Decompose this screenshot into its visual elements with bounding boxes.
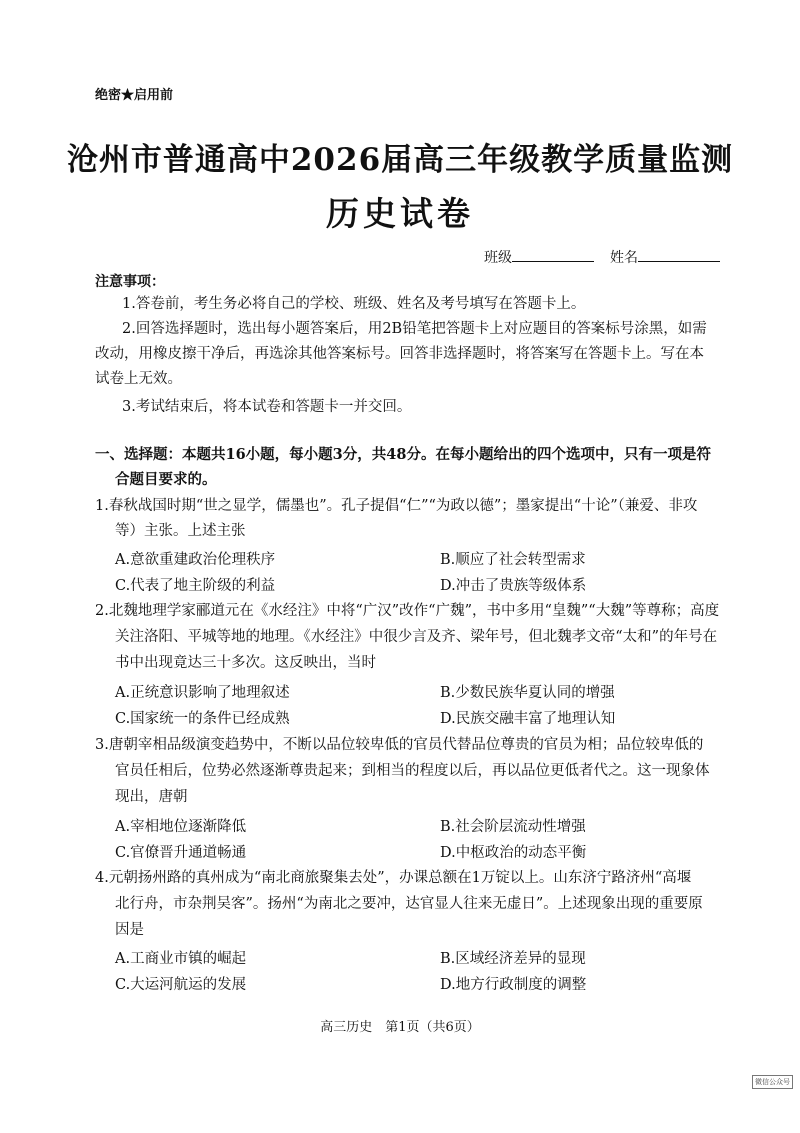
notice-item: 改动，用橡皮擦干净后，再选涂其他答案标号。回答非选择题时，将答案写在答题卡上。写在本 — [95, 346, 704, 362]
option-a: A.工商业市镇的崛起 — [115, 951, 247, 967]
question-text: 书中出现竟达三十多次。这反映出，当时 — [115, 655, 376, 671]
option-d: D.中枢政治的动态平衡 — [440, 845, 587, 861]
question-text: 官员任相后，位势必然逐渐尊贵起来；到相当的程度以后，再以品位更低者代之。这一现象体 — [115, 763, 710, 779]
option-c: C.代表了地主阶级的利益 — [115, 578, 276, 594]
question-text: 北行舟，市杂荆吴客”。扬州“为南北之要冲，达官显人往来无虚日”。上述现象出现的重要原 — [115, 896, 703, 912]
class-field[interactable] — [484, 247, 594, 267]
section-heading: 一、选择题：本题共16小题，每小题3分，共48分。在每小题给出的四个选项中，只有一项是符 — [95, 446, 711, 463]
page-footer: 高三历史 第1页（共6页） — [320, 1020, 480, 1035]
option-c: C.大运河航运的发展 — [115, 977, 247, 993]
notice-item: 3.考试结束后，将本试卷和答题卡一并交回。 — [122, 399, 412, 415]
option-b: B.社会阶层流动性增强 — [440, 819, 586, 835]
exam-subtitle: 历史试卷 — [326, 194, 474, 233]
name-field[interactable] — [610, 247, 720, 267]
option-d: D.民族交融丰富了地理认知 — [440, 711, 616, 727]
notice-item: 1.答卷前，考生务必将自己的学校、班级、姓名及考号填写在答题卡上。 — [122, 296, 586, 312]
option-a: A.意欲重建政治伦理秩序 — [115, 552, 276, 568]
option-b: B.顺应了社会转型需求 — [440, 552, 586, 568]
question-text: 关注洛阳、平城等地的地理。《水经注》中很少言及齐、梁年号，但北魏孝文帝“太和”的年号在 — [115, 629, 718, 645]
question-text: 3.唐朝宰相品级演变趋势中，不断以品位较卑低的官员代替品位尊贵的官员为相；品位较卑低的 — [95, 737, 704, 753]
question-text: 现出，唐朝 — [115, 789, 188, 805]
option-a: A.正统意识影响了地理叙述 — [115, 685, 290, 701]
option-b: B.区域经济差异的显现 — [440, 951, 586, 967]
exam-title: 沧州市普通高中2026届高三年级教学质量监测 — [66, 142, 734, 178]
notice-item: 试卷上无效。 — [95, 371, 182, 387]
class-label: 班级 — [484, 250, 512, 266]
option-b: B.少数民族华夏认同的增强 — [440, 685, 615, 701]
option-c: C.官僚晋升通道畅通 — [115, 845, 247, 861]
notice-item: 2.回答选择题时，选出每小题答案后，用2B铅笔把答题卡上对应题目的答案标号涂黑，如需 — [122, 321, 707, 337]
option-d: D.地方行政制度的调整 — [440, 977, 587, 993]
class-blank[interactable] — [512, 247, 594, 262]
option-d: D.冲击了贵族等级体系 — [440, 578, 587, 594]
option-a: A.宰相地位逐渐降低 — [115, 819, 247, 835]
notice-heading: 注意事项： — [95, 274, 165, 290]
secret-mark: 绝密★启用前 — [95, 88, 174, 103]
question-text: 因是 — [115, 922, 144, 938]
name-blank[interactable] — [638, 247, 720, 262]
option-c: C.国家统一的条件已经成熟 — [115, 711, 290, 727]
question-text: 等）主张。上述主张 — [115, 523, 246, 539]
name-label: 姓名 — [610, 250, 638, 266]
watermark-logo-icon: 微信公众号 — [752, 1075, 793, 1089]
question-text: 1.春秋战国时期“世之显学，儒墨也”。孔子提倡“仁”“为政以德”；墨家提出“十论”（兼爱、非攻 — [95, 498, 698, 514]
section-heading: 合题目要求的。 — [115, 471, 217, 488]
question-text: 4.元朝扬州路的真州成为“南北商旅聚集去处”，办课总额在1万锭以上。山东济宁路济州“高堰 — [95, 870, 692, 886]
question-text: 2.北魏地理学家郦道元在《水经注》中将“广汉”改作“广魏”，书中多用“皇魏”“大魏”等尊称；高度 — [95, 603, 720, 619]
